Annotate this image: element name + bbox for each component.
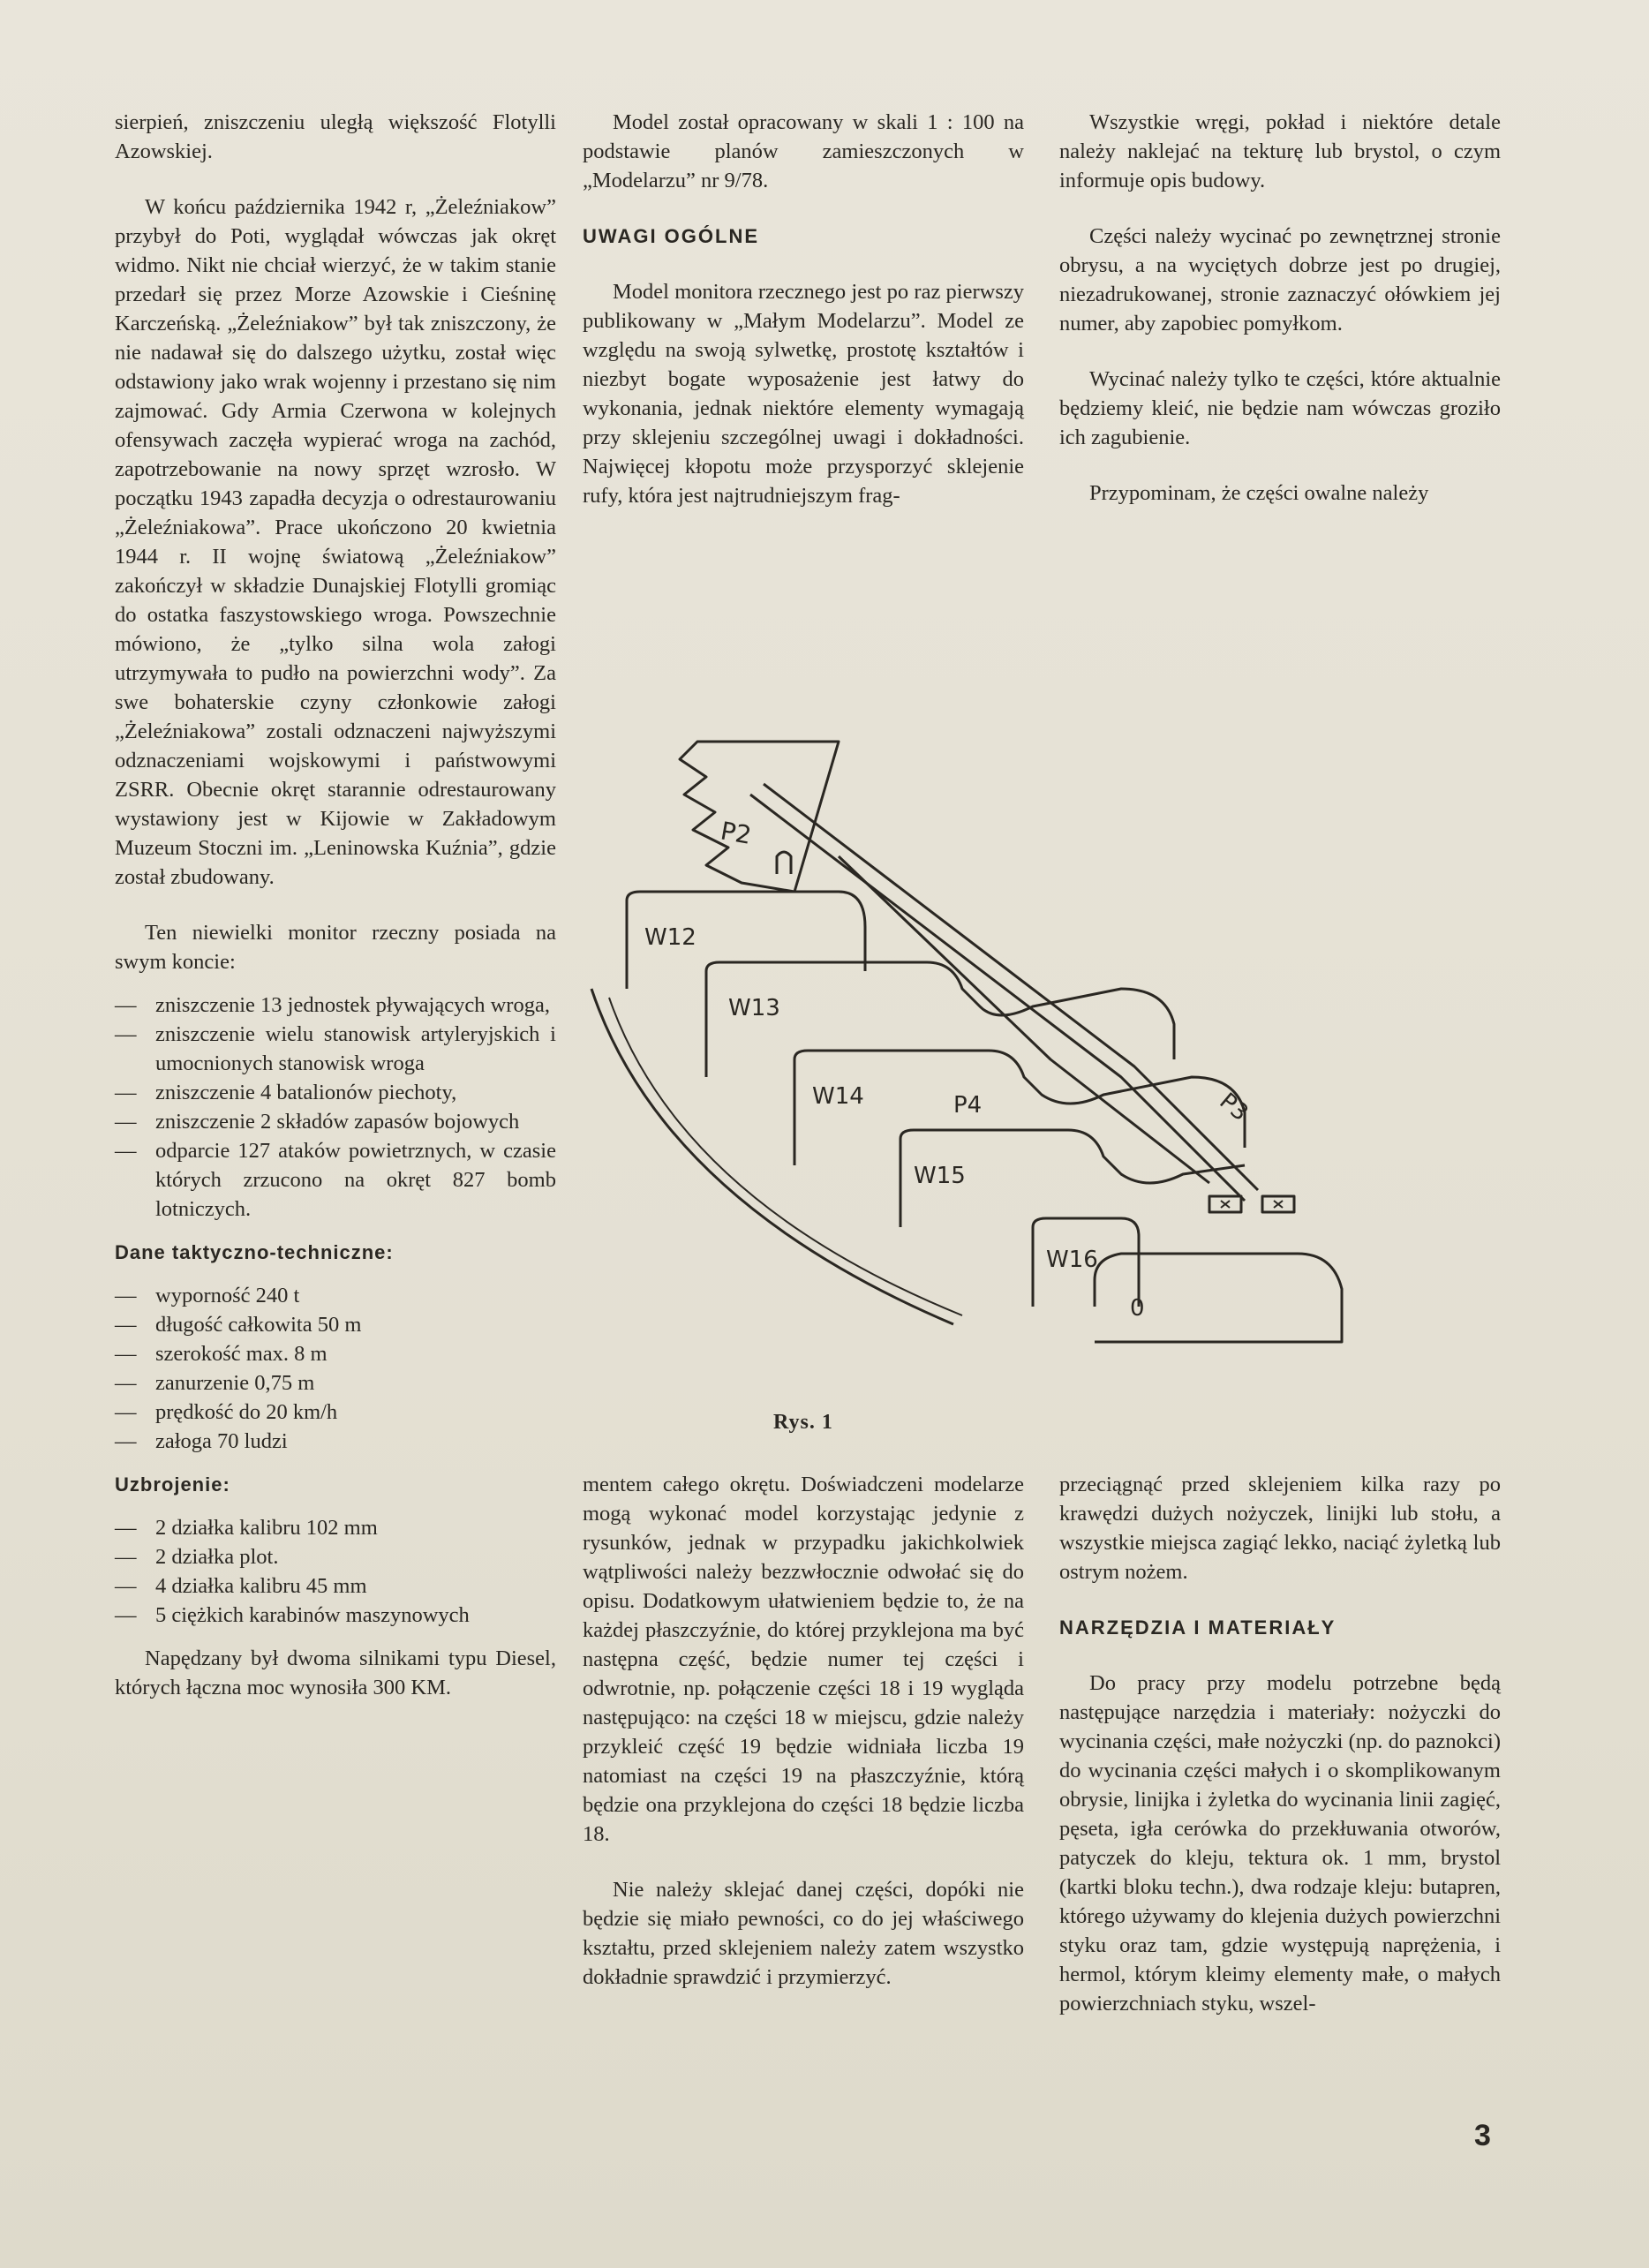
achievements-list	[115, 991, 556, 1224]
list-item	[115, 1368, 556, 1398]
list-item	[115, 1310, 556, 1339]
list-item-text: odparcie 127 ataków powietrznych, w czasie których zrzucono na okręt 827 bomb lotniczych.	[155, 1139, 556, 1221]
paragraph-history: W końcu października 1942 r, „Żeleźniakow” przybył do Poti, wyglądał wówczas jak okręt widmo. Nikt nie chciał wierzyć, że w takim stanie przedarł się przez Morze Azowskie i Cieśninę Karczeńską. „Żeleźniakow” był tak zniszczony, że nie nadawał się do dalszego użytku, został więc odstawiony jako wrak wojenny i przestano się nim zajmować. Gdy Armia Czerwona w kolejnych ofensywach zaczęła wypierać wroga na zachód, zapotrzebowanie na nowy sprzęt wzrosło. W początku 1943 zapadła decyzja o odrestaurowaniu „Żeleźniakowa”. Prace ukończono 20 kwietnia 1944 r. II wojnę światową „Żeleźniakow” zakończył w składzie Dunajskiej Flotylli gromiąc do ostatka faszystowskiego wroga. Powszechnie mówiono, że „tylko silna wola załogi utrzymywała to pudło na powierzchni wody”. Za swe bohaterskie czyny członkowie załogi „Żeleźniakowa” zostali odznaczeni najwyższymi odznaczeniami wojskowymi i państwowymi ZSRR. Obecnie okręt starannie odrestaurowany wystawiony jest w Kijowie w Zakładowym Muzeum Stoczni im. „Leninowska Kuźnia”, gdzie został zbudowany.	[115, 195, 556, 889]
list-item	[115, 991, 556, 1020]
dash-marker: —	[115, 1516, 137, 1540]
dash-marker: —	[115, 1139, 137, 1163]
dash-marker: —	[115, 1313, 137, 1337]
list-item-text: 5 ciężkich karabinów maszynowych	[155, 1603, 470, 1627]
figure-label: P4	[953, 1092, 983, 1119]
dash-marker: —	[115, 1081, 137, 1104]
column-left	[115, 108, 556, 1702]
list-item	[115, 1136, 556, 1224]
list-item	[115, 1601, 556, 1630]
list-item	[115, 1078, 556, 1107]
armament-label: Uzbrojenie:	[115, 1473, 230, 1496]
dash-marker: —	[115, 993, 137, 1017]
list-item-text: zniszczenie wielu stanowisk artyleryjskich i umocnionych stanowisk wroga	[155, 1022, 556, 1075]
dash-marker: —	[115, 1400, 137, 1424]
list-item	[115, 1571, 556, 1601]
figure-label: W16	[1046, 1247, 1098, 1273]
column-right-bottom	[1059, 1470, 1501, 2018]
dash-marker: —	[115, 1603, 137, 1627]
list-item-text: szerokość max. 8 m	[155, 1342, 328, 1366]
list-item-text: zniszczenie 13 jednostek pływających wroga,	[155, 993, 550, 1017]
paragraph: Model monitora rzecznego jest po raz pierwszy publikowany w „Małym Modelarzu”. Model ze względu na swoją sylwetkę, prostotę kształtów i niezbyt bogate wyposażenie jest łatwy do wykonania, jednak niektóre elementy wymagają przy sklejeniu szczególnej uwagi i dokładności. Najwięcej kłopotu może przysporzyć sklejenie rufy, która jest najtrudniejszym frag-	[583, 280, 1024, 508]
paragraph-engine: Napędzany był dwoma silnikami typu Diesel, których łączna moc wynosiła 300 KM.	[115, 1646, 556, 1699]
column-middle-bottom	[583, 1470, 1024, 1992]
figure-label: P3	[1214, 1088, 1254, 1127]
dash-marker: —	[115, 1429, 137, 1453]
section-heading: NARZĘDZIA I MATERIAŁY	[1059, 1616, 1337, 1639]
list-item-text: załoga 70 ludzi	[155, 1429, 288, 1453]
list-item-text: zanurzenie 0,75 m	[155, 1371, 315, 1395]
figure-label: W14	[812, 1083, 864, 1110]
list-item-text: zniszczenie 4 batalionów piechoty,	[155, 1081, 457, 1104]
list-item	[115, 1020, 556, 1078]
list-item-text: 2 działka plot.	[155, 1545, 279, 1569]
list-item-text: wyporność 240 t	[155, 1284, 300, 1307]
paragraph: mentem całego okrętu. Doświadczeni modelarze mogą wykonać model korzystając jedynie z rysunków, jednak w przypadku jakichkolwiek wątpliwości należy bezzwłocznie odwołać się do opisu. Dodatkowym ułatwieniem będzie to, że na każdej płaszczyźnie, do której przyklejona ma być następna część, będzie numer tej części i odwrotnie, np. połączenie części 18 i 19 wygląda następująco: na części 18 w miejscu, gdzie należy przykleić część 19 będzie widniała liczba 19 natomiast na części 19 na płaszczyźnie, którą będzie ona przyklejona do części 18 będzie liczba 18.	[583, 1473, 1024, 1846]
dash-marker: —	[115, 1545, 137, 1569]
figure-label: W15	[914, 1163, 966, 1189]
figure-label: P2	[718, 816, 754, 850]
paragraph: Do pracy przy modelu potrzebne będą następujące narzędzia i materiały: nożyczki do wycinania części, małe nożyczki (np. do paznokci) do wycinania części małych i o skomplikowanym obrysie, linijka i żyletka do wycinania linii zagięć, pęseta, igła cerówka do przekłuwania otworów, patyczek do kleju, tektura ok. 1 mm, brystol (kartki bloku techn.), dwa rodzaje kleju: butapren, którego używamy do klejenia dużych powierzchni styku oraz tam, gdzie występują naprężenia, i hermol, którym kleimy elementy małe, o małych powierzchniach styku, wszel-	[1059, 1671, 1501, 2016]
paragraph: sierpień, zniszczeniu uległą większość Flotylli Azowskiej.	[115, 110, 556, 163]
section-heading: UWAGI OGÓLNE	[583, 225, 759, 247]
assembly-diagram	[574, 706, 1510, 1413]
figure-caption: Rys. 1	[773, 1411, 833, 1434]
dash-marker: —	[115, 1022, 137, 1046]
paragraph: Przypominam, że części owalne należy	[1089, 481, 1429, 505]
dash-marker: —	[115, 1371, 137, 1395]
figure-label: W13	[728, 995, 780, 1021]
dash-marker: —	[115, 1110, 137, 1134]
paragraph-intro-list: Ten niewielki monitor rzeczny posiada na swym koncie:	[115, 921, 556, 974]
paragraph: Model został opracowany w skali 1 : 100 na podstawie planów zamieszczonych w „Modelarzu” nr 9/78.	[583, 110, 1024, 192]
paragraph: Części należy wycinać po zewnętrznej stronie obrysu, a na wyciętych dobrze jest po drugiej, niezadrukowanej, stronie zaznaczyć ołówkiem jej numer, aby zapobiec pomyłkom.	[1059, 224, 1501, 335]
specs-list	[115, 1281, 556, 1456]
list-item	[115, 1339, 556, 1368]
list-item	[115, 1542, 556, 1571]
list-item	[115, 1398, 556, 1427]
dash-marker: —	[115, 1342, 137, 1366]
paragraph: przeciągnąć przed sklejeniem kilka razy po krawędzi dużych nożyczek, linijki lub stołu, a wszystkie miejsca zagiąć lekko, naciąć żyletką lub ostrym nożem.	[1059, 1473, 1501, 1584]
dash-marker: —	[115, 1574, 137, 1598]
paragraph: Wszystkie wręgi, pokład i niektóre detale należy naklejać na tekturę lub brystol, o czym informuje opis budowy.	[1059, 110, 1501, 192]
paragraph: Nie należy sklejać danej części, dopóki nie będzie się miało pewności, co do jej właściwego kształtu, przed sklejeniem należy zatem wszystko dokładnie sprawdzić i przymierzyć.	[583, 1878, 1024, 1989]
list-item	[115, 1107, 556, 1136]
column-middle-top	[583, 108, 1024, 510]
paragraph: Wycinać należy tylko te części, które aktualnie będziemy kleić, nie będzie nam wówczas groziło ich zagubienie.	[1059, 367, 1501, 449]
specs-label: Dane taktyczno-techniczne:	[115, 1241, 394, 1263]
list-item-text: 2 działka kalibru 102 mm	[155, 1516, 378, 1540]
figure-label: 0	[1130, 1295, 1145, 1322]
list-item	[115, 1513, 556, 1542]
dash-marker: —	[115, 1284, 137, 1307]
list-item-text: 4 działka kalibru 45 mm	[155, 1574, 367, 1598]
armament-list	[115, 1513, 556, 1630]
list-item-text: długość całkowita 50 m	[155, 1313, 362, 1337]
page-number: 3	[1474, 2119, 1491, 2152]
list-item-text: zniszczenie 2 składów zapasów bojowych	[155, 1110, 520, 1134]
list-item	[115, 1427, 556, 1456]
figure-label: W12	[644, 924, 696, 951]
list-item	[115, 1281, 556, 1310]
list-item-text: prędkość do 20 km/h	[155, 1400, 338, 1424]
column-right-top	[1059, 108, 1501, 508]
